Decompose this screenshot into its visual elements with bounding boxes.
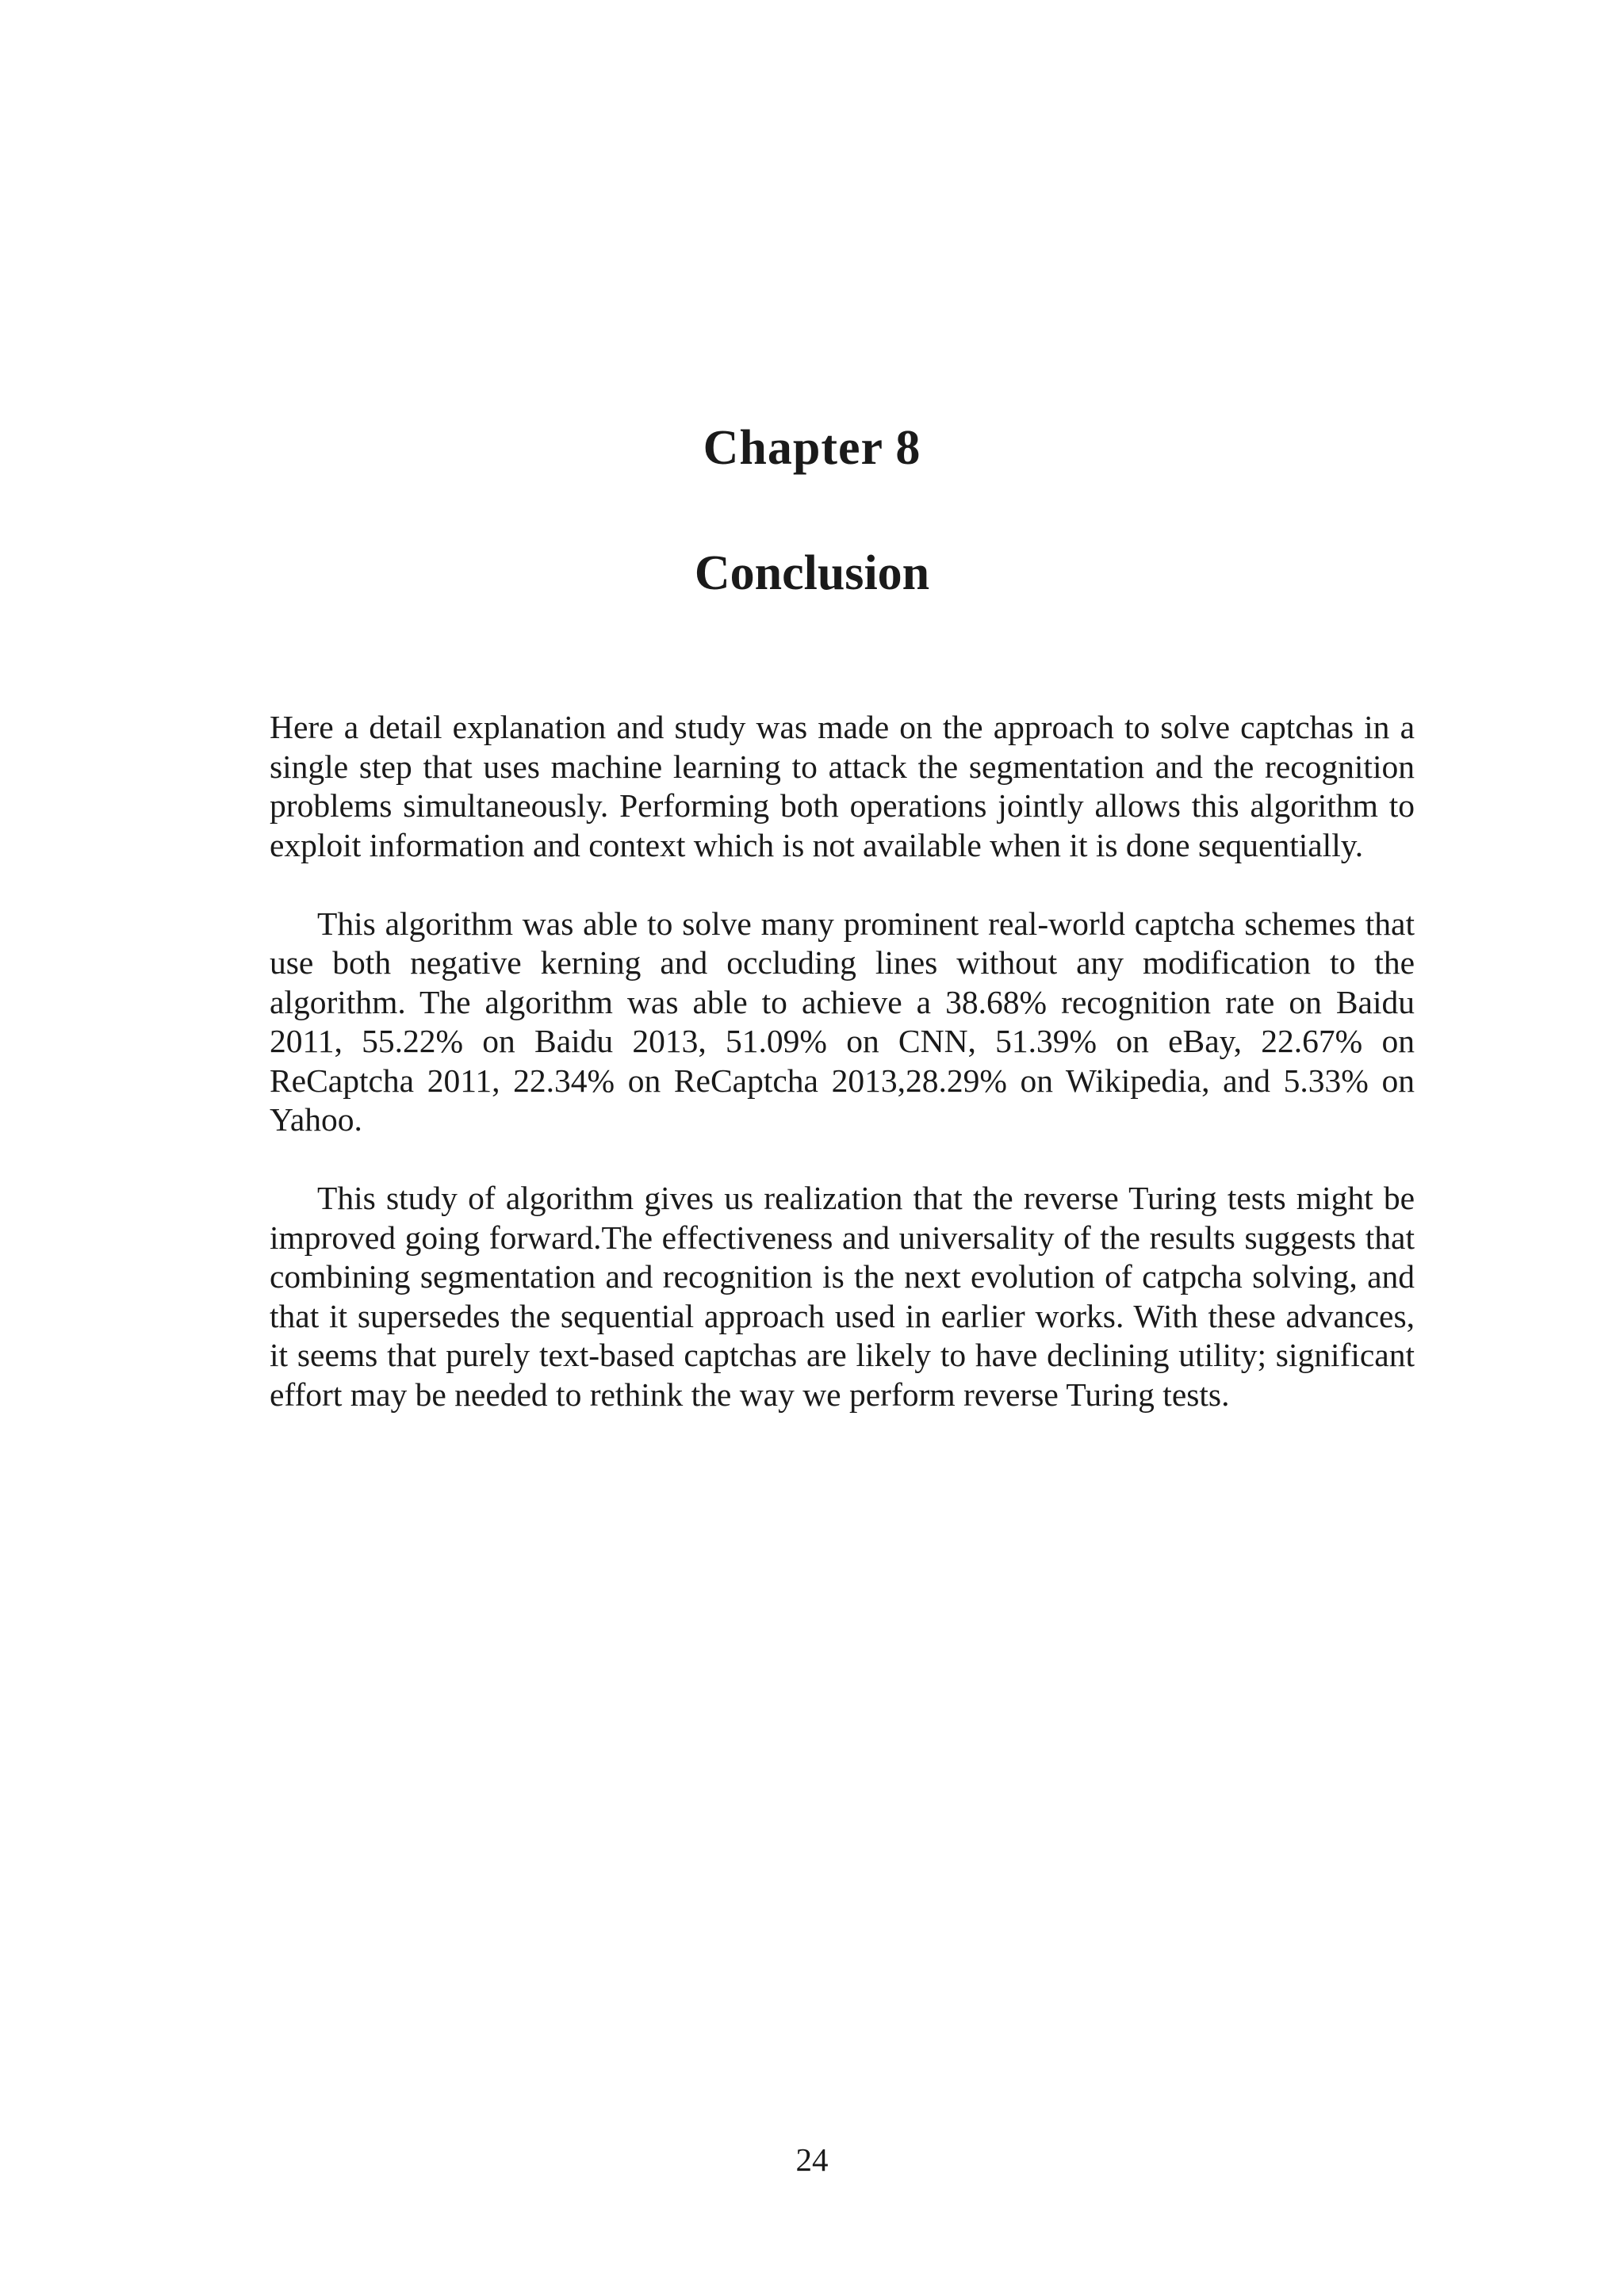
chapter-number: Chapter 8 xyxy=(703,421,921,475)
chapter-body xyxy=(270,708,1415,1454)
chapter-title: Conclusion xyxy=(694,546,930,600)
page-number: 24 xyxy=(795,2141,829,2178)
paragraph-1: Here a detail explanation and study was made on the approach to solve captchas in a single step that uses machine learning to attack the segmentation and the recognition problems simultaneously. Performing both operations jointly allows this algorithm to exploit information and context which is not available when it is done sequentially. xyxy=(270,709,1415,863)
paragraph-2: This algorithm was able to solve many prominent real-world captcha schemes that use both negative kerning and occluding lines without any modification to the algorithm. The algorithm was able to achieve a 38.68% recognition rate on Baidu 2011, 55.22% on Baidu 2013, 51.09% on CNN, 51.39% on eBay, 22.67% on ReCaptcha 2011, 22.34% on ReCaptcha 2013,28.29% on Wikipedia, and 5.33% on Yahoo. xyxy=(270,905,1415,1138)
paragraph-3: This study of algorithm gives us realization that the reverse Turing tests might be improved going forward.The effectiveness and universality of the results suggests that combining segmentation and recognition is the next evolution of catpcha solving, and that it supersedes the sequential approach used in earlier works. With these advances, it seems that purely text-based captchas are likely to have declining utility; significant effort may be needed to rethink the way we perform reverse Turing tests. xyxy=(270,1180,1415,1413)
